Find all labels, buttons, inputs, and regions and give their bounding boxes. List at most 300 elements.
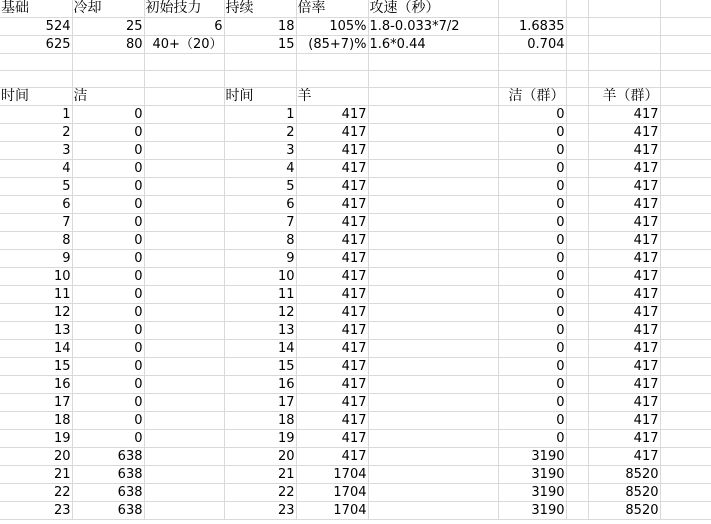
cell[interactable]: 0 [498,340,566,358]
cell[interactable] [566,18,588,36]
cell[interactable] [660,160,711,178]
cell[interactable] [144,268,224,286]
cell[interactable]: 初始技力 [144,0,224,18]
cell[interactable]: (85+7)% [296,36,368,54]
cell[interactable]: 6 [144,18,224,36]
cell[interactable] [566,376,588,394]
cell[interactable]: 417 [588,394,660,412]
cell[interactable]: 417 [588,178,660,196]
cell[interactable]: 6 [224,196,296,214]
cell[interactable] [566,160,588,178]
cell[interactable]: 417 [588,340,660,358]
cell[interactable] [566,232,588,250]
cell[interactable] [224,71,296,88]
cell[interactable]: 5 [0,178,72,196]
table-row [0,214,711,232]
cell[interactable] [566,196,588,214]
cell[interactable]: 时间 [224,88,296,106]
cell[interactable]: 时间 [0,88,72,106]
cell[interactable]: 0 [72,142,144,160]
cell[interactable]: 0 [498,214,566,232]
cell[interactable]: 417 [296,394,368,412]
cell[interactable]: 0 [498,412,566,430]
cell[interactable]: 417 [296,232,368,250]
cell[interactable]: 0 [72,268,144,286]
cell[interactable]: 417 [588,322,660,340]
cell[interactable]: 105% [296,18,368,36]
cell[interactable] [144,376,224,394]
cell[interactable] [368,160,498,178]
cell[interactable] [566,322,588,340]
cell[interactable] [144,466,224,484]
cell[interactable]: 14 [224,340,296,358]
cell[interactable] [144,412,224,430]
cell[interactable]: 21 [224,466,296,484]
cell[interactable]: 417 [296,214,368,232]
cell[interactable] [144,502,224,520]
cell[interactable] [498,0,566,18]
cell[interactable]: 417 [296,322,368,340]
cell[interactable] [368,394,498,412]
cell[interactable] [660,232,711,250]
cell[interactable] [660,340,711,358]
cell[interactable]: 417 [296,160,368,178]
cell[interactable]: 417 [588,196,660,214]
cell[interactable]: 0 [498,196,566,214]
cell[interactable]: 417 [588,304,660,322]
cell[interactable] [144,54,224,71]
cell[interactable]: 417 [588,232,660,250]
cell[interactable] [660,412,711,430]
cell[interactable]: 5 [224,178,296,196]
cell[interactable] [368,88,498,106]
cell[interactable]: 0 [72,430,144,448]
cell[interactable] [498,71,566,88]
cell[interactable]: 417 [296,376,368,394]
cell[interactable]: 0 [72,178,144,196]
cell[interactable] [588,18,660,36]
cell[interactable]: 17 [0,394,72,412]
cell[interactable]: 417 [296,142,368,160]
cell[interactable]: 417 [296,106,368,124]
cell[interactable]: 18 [224,412,296,430]
cell[interactable]: 冷却 [72,0,144,18]
cell[interactable] [144,160,224,178]
cell[interactable]: 1704 [296,502,368,520]
cell[interactable]: 417 [588,286,660,304]
cell[interactable] [72,54,144,71]
cell[interactable]: 羊 [296,88,368,106]
cell[interactable] [660,88,711,106]
cell[interactable]: 0 [72,124,144,142]
cell[interactable]: 洁（群） [498,88,566,106]
cell[interactable]: 3190 [498,448,566,466]
cell[interactable]: 0 [72,358,144,376]
cell[interactable] [368,358,498,376]
cell[interactable] [566,358,588,376]
cell[interactable] [296,71,368,88]
cell[interactable]: 0 [498,430,566,448]
cell[interactable]: 1704 [296,484,368,502]
cell[interactable] [660,502,711,520]
cell[interactable]: 19 [0,430,72,448]
cell[interactable]: 0 [72,340,144,358]
cell[interactable] [144,71,224,88]
cell[interactable] [566,178,588,196]
cell[interactable]: 22 [0,484,72,502]
cell[interactable] [144,394,224,412]
cell[interactable]: 417 [296,358,368,376]
cell[interactable]: 0 [72,394,144,412]
cell[interactable]: 3190 [498,484,566,502]
cell[interactable]: 417 [588,106,660,124]
cell[interactable]: 23 [224,502,296,520]
cell[interactable] [660,106,711,124]
cell[interactable]: 0 [498,106,566,124]
cell[interactable] [660,54,711,71]
cell[interactable]: 0 [498,268,566,286]
header-row [0,88,711,106]
cell[interactable]: 11 [224,286,296,304]
cell[interactable] [566,54,588,71]
cell[interactable]: 13 [224,322,296,340]
cell[interactable]: 15 [224,36,296,54]
cell[interactable]: 638 [72,466,144,484]
cell[interactable] [368,430,498,448]
cell[interactable] [660,430,711,448]
cell[interactable]: 0 [72,232,144,250]
cell[interactable]: 20 [224,448,296,466]
cell[interactable]: 1.6*0.44 [368,36,498,54]
cell[interactable]: 0 [72,304,144,322]
cell[interactable]: 3 [224,142,296,160]
cell[interactable] [296,54,368,71]
cell[interactable] [144,358,224,376]
cell[interactable] [566,448,588,466]
cell[interactable]: 0 [72,412,144,430]
cell[interactable] [144,340,224,358]
cell[interactable] [660,250,711,268]
cell[interactable] [368,448,498,466]
cell[interactable] [368,142,498,160]
cell[interactable] [566,0,588,18]
cell[interactable] [660,322,711,340]
cell[interactable]: 0 [498,124,566,142]
cell[interactable] [144,286,224,304]
cell[interactable] [566,268,588,286]
cell[interactable]: 10 [0,268,72,286]
cell[interactable] [0,71,72,88]
cell[interactable] [144,196,224,214]
cell[interactable]: 625 [0,36,72,54]
cell[interactable] [368,232,498,250]
cell[interactable] [144,124,224,142]
cell[interactable]: 417 [296,196,368,214]
cell[interactable]: 羊（群） [588,88,660,106]
cell[interactable]: 417 [588,430,660,448]
cell[interactable]: 15 [0,358,72,376]
cell[interactable] [144,232,224,250]
cell[interactable]: 2 [224,124,296,142]
cell[interactable] [368,376,498,394]
cell[interactable]: 4 [224,160,296,178]
cell[interactable]: 417 [588,250,660,268]
cell[interactable]: 0 [498,178,566,196]
cell[interactable] [566,394,588,412]
cell[interactable] [368,322,498,340]
table-row [0,340,711,358]
cell[interactable]: 0 [498,232,566,250]
cell[interactable]: 0 [498,322,566,340]
cell[interactable] [566,340,588,358]
cell[interactable] [144,448,224,466]
cell[interactable] [368,502,498,520]
cell[interactable]: 417 [296,448,368,466]
cell[interactable] [566,430,588,448]
cell[interactable]: 18 [0,412,72,430]
cell[interactable]: 6 [0,196,72,214]
cell[interactable]: 基础 [0,0,72,18]
cell[interactable] [144,142,224,160]
cell[interactable]: 417 [296,286,368,304]
cell[interactable]: 417 [296,304,368,322]
cell[interactable]: 攻速（秒） [368,0,498,18]
table-row [0,466,711,484]
cell[interactable] [566,304,588,322]
blank-row [0,54,711,71]
cell[interactable] [144,322,224,340]
cell[interactable] [144,106,224,124]
cell[interactable] [566,466,588,484]
cell[interactable]: 8 [224,232,296,250]
table-row [0,430,711,448]
cell[interactable]: 11 [0,286,72,304]
cell[interactable]: 20 [0,448,72,466]
cell[interactable]: 12 [224,304,296,322]
cell[interactable] [0,54,72,71]
cell[interactable]: 0 [498,358,566,376]
cell[interactable] [660,214,711,232]
cell[interactable]: 417 [296,268,368,286]
cell[interactable]: 0 [498,304,566,322]
cell[interactable]: 0 [498,376,566,394]
cell[interactable] [72,71,144,88]
cell[interactable] [144,250,224,268]
cell[interactable]: 倍率 [296,0,368,18]
cell[interactable] [660,0,711,18]
cell[interactable]: 8520 [588,502,660,520]
cell[interactable]: 17 [224,394,296,412]
cell[interactable] [498,54,566,71]
cell[interactable] [368,304,498,322]
cell[interactable] [660,286,711,304]
cell[interactable]: 0 [72,214,144,232]
cell[interactable]: 638 [72,502,144,520]
cell[interactable] [566,214,588,232]
cell[interactable]: 3 [0,142,72,160]
cell[interactable] [368,412,498,430]
cell[interactable] [368,178,498,196]
cell[interactable]: 0 [498,286,566,304]
cell[interactable]: 持续 [224,0,296,18]
cell[interactable]: 14 [0,340,72,358]
cell[interactable]: 40+（20） [144,36,224,54]
cell[interactable] [660,304,711,322]
cell[interactable] [368,340,498,358]
cell[interactable]: 2 [0,124,72,142]
cell[interactable]: 21 [0,466,72,484]
cell[interactable]: 0 [72,322,144,340]
cell[interactable] [566,142,588,160]
cell[interactable]: 524 [0,18,72,36]
cell[interactable]: 0 [72,376,144,394]
table-row [0,448,711,466]
cell[interactable] [660,268,711,286]
cell[interactable] [660,196,711,214]
cell[interactable]: 0 [498,394,566,412]
cell[interactable]: 417 [588,214,660,232]
cell[interactable] [144,430,224,448]
cell[interactable] [660,484,711,502]
cell[interactable] [144,178,224,196]
cell[interactable]: 417 [588,268,660,286]
cell[interactable]: 0 [72,250,144,268]
cell[interactable] [566,106,588,124]
cell[interactable]: 1.8-0.033*7/2 [368,18,498,36]
cell[interactable] [660,124,711,142]
cell[interactable]: 9 [0,250,72,268]
cell[interactable] [566,286,588,304]
cell[interactable]: 19 [224,430,296,448]
cell[interactable]: 638 [72,484,144,502]
cell[interactable]: 417 [296,430,368,448]
cell[interactable]: 3190 [498,466,566,484]
cell[interactable] [144,88,224,106]
cell[interactable]: 417 [296,250,368,268]
cell[interactable] [588,0,660,18]
cell[interactable] [660,36,711,54]
cell[interactable]: 22 [224,484,296,502]
cell[interactable]: 0 [72,196,144,214]
cell[interactable] [566,502,588,520]
cell[interactable] [660,376,711,394]
cell[interactable]: 417 [296,178,368,196]
cell[interactable]: 417 [588,160,660,178]
cell[interactable] [660,18,711,36]
cell[interactable] [368,250,498,268]
cell[interactable]: 7 [0,214,72,232]
cell[interactable]: 80 [72,36,144,54]
cell[interactable]: 16 [0,376,72,394]
cell[interactable]: 417 [588,412,660,430]
cell[interactable]: 417 [588,142,660,160]
cell[interactable]: 0 [498,250,566,268]
cell[interactable] [368,286,498,304]
cell[interactable]: 8520 [588,466,660,484]
cell[interactable]: 1704 [296,466,368,484]
cell[interactable]: 417 [588,448,660,466]
cell[interactable]: 7 [224,214,296,232]
blank-row [0,71,711,88]
cell[interactable]: 23 [0,502,72,520]
cell[interactable]: 8 [0,232,72,250]
table-row [0,358,711,376]
cell[interactable] [566,36,588,54]
cell[interactable]: 417 [588,358,660,376]
cell[interactable] [368,196,498,214]
cell[interactable]: 8520 [588,484,660,502]
cell[interactable]: 洁 [72,88,144,106]
cell[interactable] [566,71,588,88]
cell[interactable] [660,394,711,412]
cell[interactable] [660,178,711,196]
cell[interactable] [566,124,588,142]
cell[interactable] [224,54,296,71]
cell[interactable]: 0 [72,106,144,124]
cell[interactable]: 0 [72,160,144,178]
cell[interactable] [144,484,224,502]
cell[interactable] [368,124,498,142]
cell[interactable]: 0 [498,142,566,160]
cell[interactable] [368,466,498,484]
cell[interactable]: 13 [0,322,72,340]
cell[interactable] [368,106,498,124]
cell[interactable]: 1 [224,106,296,124]
cell[interactable] [660,142,711,160]
cell[interactable]: 0 [72,286,144,304]
cell[interactable]: 15 [224,358,296,376]
cell[interactable] [660,71,711,88]
cell[interactable] [566,484,588,502]
cell[interactable] [368,268,498,286]
cell[interactable] [588,54,660,71]
cell[interactable]: 417 [588,376,660,394]
cell[interactable] [660,466,711,484]
cell[interactable] [660,358,711,376]
cell[interactable] [368,54,498,71]
table-row [0,36,711,54]
cell[interactable] [566,88,588,106]
cell[interactable] [368,71,498,88]
cell[interactable]: 0.704 [498,36,566,54]
cell[interactable] [660,448,711,466]
cell[interactable]: 0 [498,160,566,178]
cell[interactable]: 3190 [498,502,566,520]
cell[interactable]: 417 [296,412,368,430]
cell[interactable] [144,214,224,232]
cell[interactable] [566,412,588,430]
cell[interactable]: 12 [0,304,72,322]
cell[interactable]: 417 [588,124,660,142]
cell[interactable]: 18 [224,18,296,36]
cell[interactable] [588,36,660,54]
cell[interactable]: 417 [296,124,368,142]
cell[interactable]: 10 [224,268,296,286]
cell[interactable]: 9 [224,250,296,268]
cell[interactable]: 638 [72,448,144,466]
cell[interactable] [588,71,660,88]
cell[interactable]: 1.6835 [498,18,566,36]
cell[interactable]: 16 [224,376,296,394]
cell[interactable]: 4 [0,160,72,178]
cell[interactable] [566,250,588,268]
cell[interactable] [368,484,498,502]
cell[interactable]: 25 [72,18,144,36]
cell[interactable]: 1 [0,106,72,124]
cell[interactable] [368,214,498,232]
cell[interactable]: 417 [296,340,368,358]
cell[interactable] [144,304,224,322]
